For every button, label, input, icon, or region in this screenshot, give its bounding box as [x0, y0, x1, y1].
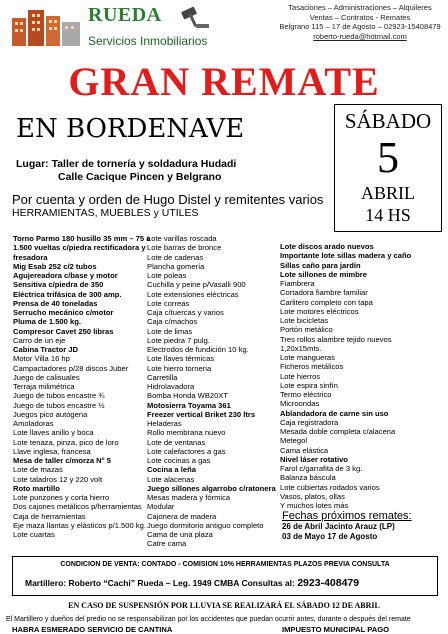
lot-item: Caja c/tuercas y varios [147, 308, 224, 317]
lot-item: Terraja milimétrica [13, 382, 75, 391]
lot-item: Lote de limas [147, 326, 193, 336]
lot-item: Compresor Cavet 250 libras [13, 326, 114, 336]
contact-line: Belgrano 115 – 17 de Agosto – 02923-15408479 [279, 22, 441, 32]
lot-item: Juego de tubos encastre ½ [13, 400, 105, 410]
rain-notice: EN CASO DE SUSPENSIÓN POR LLUVIA SE REALIZARÁ EL SÁBADO 12 DE ABRIL [68, 601, 380, 610]
lot-item: Plancha gomería [147, 261, 205, 271]
venue-line: Lugar: Taller de tornería y soldadura Hudadi [16, 158, 237, 170]
lot-item: Lote de ventanas [147, 437, 206, 447]
on-behalf-of: Por cuenta y orden de Hugo Distel y remitentes varios [12, 192, 324, 207]
contact-line: Tasaciones – Administraciones – Alquileres [288, 3, 432, 12]
lot-item: Vasos, platos, ollas [280, 491, 345, 501]
lot-item: Nivel láser rotativo [280, 454, 348, 464]
lot-item: Lote varillas roscada [147, 234, 217, 243]
brand-name: RUEDA [88, 4, 162, 26]
tax-notice: IMPUESTO MUNICIPAL PAGO [282, 625, 390, 634]
lot-item: Carretilla [147, 372, 178, 382]
brand-subtitle: Servicios Inmobiliarios [88, 34, 208, 48]
lot-item: Lote de cadenas [147, 252, 204, 262]
phone-number[interactable]: 2923-408479 [297, 577, 360, 589]
lot-item: Serrucho mecánico c/motor [13, 308, 114, 317]
lot-item: Lote mangueras [280, 353, 335, 362]
buildings-icon [8, 4, 86, 48]
lot-item: Caja c/machos [147, 317, 198, 327]
lot-item: Catre cama [147, 539, 187, 549]
lot-item: Carro de un eje [13, 335, 66, 345]
lot-item: Lote discos arado nuevos [280, 242, 374, 251]
lot-item: Torno Parmo 180 husillo 35 mm – 75 a [13, 234, 151, 243]
lot-item: Lote de mazas [13, 465, 63, 475]
lot-item: Eléctrica trifásica de 300 amp. [13, 289, 122, 299]
lot-item: Termo eléctrico [280, 390, 332, 399]
lot-item: Prensa de 40 toneladas [13, 298, 98, 308]
next-auctions-title: Fechas próximos remates: [282, 510, 412, 522]
lot-item: Dos cajones metálicos p/herramientas [13, 502, 142, 512]
lot-item: Portón metálico [280, 325, 333, 335]
lot-item: Lote hierro torneria [147, 363, 212, 373]
lot-item: Tres rollos alambre tejido nuevos [280, 334, 392, 344]
lot-item: Lote cuartas [13, 530, 55, 539]
venue-address: Calle Cacique Pincen y Belgrano [58, 171, 222, 183]
month: ABRIL [361, 183, 415, 203]
lot-item: 1.500 vueltas c/piedra rectificadora y [13, 243, 146, 253]
lot-item: Lote punzones y corta hierro [13, 493, 110, 502]
canteen-notice: HABRA ESMERADO SERVICIO DE CANTINA [12, 625, 173, 634]
lot-item: Freezer vertical Briket 230 ltrs [147, 409, 256, 419]
lot-item: Lote calefactores a gas [147, 446, 226, 456]
lot-item: Bomba Honda WB20XT [147, 391, 229, 401]
lot-item: Y muchos lotes más [280, 501, 349, 510]
lot-item: Amoladoras [13, 419, 54, 428]
lot-item: Lote taladros 12 y 220 volt [13, 474, 103, 484]
lot-item: Cama de una plaza [147, 530, 213, 539]
lot-item: Cocina a leña [147, 465, 196, 475]
lot-item: Agujereadora c/base y motor [13, 271, 118, 280]
lot-item: Lote correas [147, 298, 190, 308]
categories: HERRAMIENTAS, MUEBLES y UTILES [12, 207, 199, 219]
lot-item: Metegol [280, 436, 308, 446]
lot-item: Lote poleas [147, 271, 187, 280]
next-auction-date: 26 de Abril Jacinto Arauz (LP) [282, 522, 395, 531]
lot-item: Lote tenaza, pinza, pico de loro [13, 437, 119, 447]
lot-item: Mig Esab 252 c/2 tubos [13, 261, 97, 271]
venue [16, 158, 236, 184]
lot-item: Hidrolavadora [147, 382, 195, 391]
lot-item: Mesa de taller c/morza N° 5 [13, 456, 111, 465]
lot-item: Farol c/garrafita de 3 kg. [280, 464, 363, 473]
items-column-1 [13, 234, 150, 539]
lot-item: Pluma de 1.500 kg. [13, 317, 81, 327]
lot-item: Motor Villa 16 hp [13, 354, 70, 364]
contact-line: Ventas – Contratos - Remates [309, 12, 411, 22]
time: 14 HS [365, 205, 411, 225]
liability-notice: El Martillero y dueños del predio no se responsabilizan por los accidentes que puedan ocurrir antes, durante o después del remate [6, 616, 411, 623]
lot-item: Cabina Tractor JD [13, 345, 78, 354]
date-box [334, 104, 442, 232]
lot-item: Balanza báscula [280, 473, 336, 483]
auction-place: EN BORDENAVE [16, 114, 245, 144]
lot-item: Llave inglesa, francesa [13, 446, 91, 456]
lot-item: Lote bicicletas [280, 316, 329, 325]
lot-item: Lote llaves anillo y boca [13, 428, 94, 438]
lot-item: Electrodos de fundición 10 kg. [147, 345, 249, 354]
lot-item: Lote extensiones eléctricas [147, 289, 239, 299]
lot-item: Lote sillones de mimbre [280, 269, 367, 279]
auction-title: GRAN REMATE [68, 59, 380, 104]
lot-item: Mesas madera y fórmica [147, 493, 231, 502]
conditions-box [12, 556, 438, 596]
lot-item: Rollo membrana nuevo [147, 428, 226, 438]
lot-item: Motosierra Toyama 361 [147, 400, 231, 410]
lot-item: 1,20x15mts. [280, 343, 322, 353]
lot-item: Lote espira sinfín [280, 380, 338, 390]
lot-item: Lote cubiertas rodados varios [280, 482, 380, 492]
lot-item: Cama elástica [280, 445, 329, 455]
lot-item: Cuchilla y peine p/Vasalli 900 [147, 280, 246, 290]
lot-item: Ficheros metálicos [280, 362, 344, 372]
gavel-icon [176, 6, 210, 30]
sale-conditions: CONDICION DE VENTA: CONTADO - COMISION 10% HERRAMIENTAS PLAZOS PREVIA CONSULTA [60, 561, 390, 568]
lot-item: Eje maza llantas y elásticos p/1.500 kg. [13, 520, 146, 530]
day-number: 5 [377, 133, 399, 182]
lot-item: Lote alacenas [147, 474, 195, 484]
lot-item: Sillas caño para jardín [280, 260, 361, 270]
auctioneer-info [25, 577, 359, 589]
lot-item: Microondas [280, 399, 320, 409]
lot-item: Lote barras de bronce [147, 243, 222, 253]
lot-item: Heladeras [147, 419, 182, 428]
lot-item: Cajonera de madera [147, 511, 217, 521]
lot-item: Ablandadora de carne sin uso [280, 408, 389, 418]
lot-item: Mesada doble completa c/alacena [280, 427, 396, 436]
items-column-3 [280, 242, 411, 510]
lot-item: Lote hierros [280, 371, 321, 381]
lot-item: Fiambrera [280, 279, 315, 288]
lot-item: Lote piedra 7 pulg. [147, 335, 210, 345]
lot-item: Lote cocinas a gas [147, 456, 211, 465]
lot-item: Caja registradora [280, 417, 339, 427]
next-auction-date: 03 de Mayo 17 de Agosto [282, 532, 378, 541]
contact-info [276, 3, 444, 41]
lot-item: fresadora [13, 252, 48, 262]
lot-item: Sensitiva c/piedra de 350 [13, 280, 104, 290]
auctioneer-text: Martillero: Roberto “Cachi” Rueda – Leg. 1949 CMBA Consultas al: [25, 578, 298, 588]
lot-item: Juego de tubos encastre ¾ [13, 391, 105, 401]
lot-item: Roto martillo [13, 483, 60, 493]
lot-item: Juego sillones algarrobo c/ratonera [147, 483, 276, 493]
lot-item: Juego dormitorio antiguo completo [147, 520, 264, 530]
lot-item: Lote motores eléctricos [280, 306, 359, 316]
lot-item: Juego de calisuales [13, 372, 80, 382]
lot-item: Carlitero completo con tapa [280, 297, 373, 307]
items-column-2 [147, 234, 276, 549]
lot-item: Caja de herramientas [13, 511, 86, 521]
email-link[interactable]: roberto-rueda@hotmail.com [313, 31, 407, 41]
lot-item: Juegos pico autógena [13, 409, 88, 419]
day-name: SÁBADO [344, 109, 432, 133]
lot-item: Lote llaves térmicas [147, 354, 215, 364]
lot-item: Campactadores p/28 discos Juber [13, 363, 129, 373]
lot-item: Importante lote sillas madera y caño [280, 251, 412, 261]
lot-item: Cortadora fiambre familiar [280, 288, 368, 298]
lot-item: Modular [147, 502, 175, 512]
